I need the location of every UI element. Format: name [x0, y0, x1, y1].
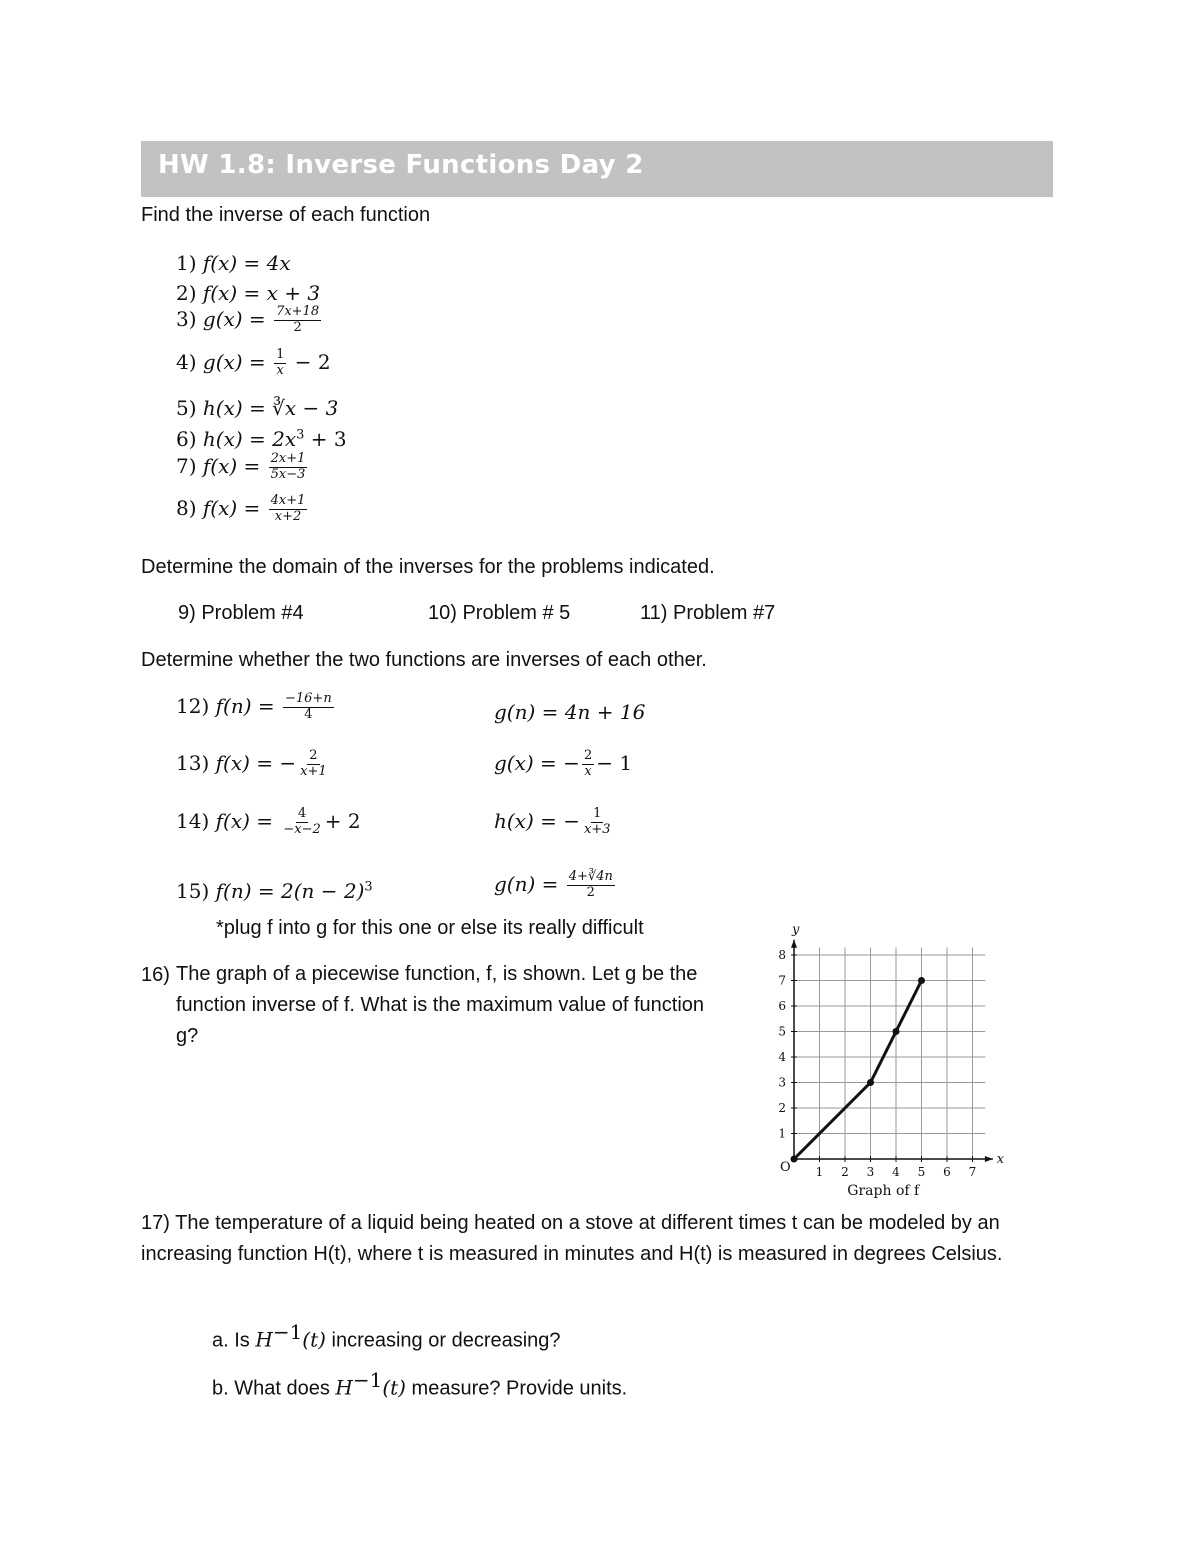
- x-tick-label: 1: [815, 1165, 824, 1179]
- problem-number: 13): [176, 750, 210, 775]
- domain-item: 10) Problem # 5: [428, 602, 571, 624]
- problem-number: 5): [176, 396, 197, 420]
- y-tick-label: 5: [778, 1024, 786, 1039]
- domain-item: 11) Problem #7: [640, 602, 776, 624]
- problem-17-text: [141, 1208, 1061, 1270]
- y-tick-label: 3: [778, 1075, 786, 1090]
- fraction: $\frac{2}{x}$: [583, 748, 593, 779]
- problem-rhs: 4x: [266, 251, 291, 275]
- problem-16-text: The graph of a piecewise function, f, is shown. Let g be the function inverse of f. What is the maximum value of function g?: [176, 963, 705, 1047]
- origin-label: O: [780, 1160, 791, 1175]
- problem-17-number: 17): [141, 1212, 170, 1234]
- problem-lhs: f(x) =: [202, 453, 261, 478]
- y-axis-arrow: [791, 940, 797, 948]
- problem-15-f: 15) $f(n) = 2(n - 2)^3$: [176, 879, 373, 903]
- x-tick-label: 3: [866, 1165, 875, 1179]
- problem-2: [176, 281, 320, 305]
- problem-4: 4) g(x) = $\frac{1}{x}$ − 2: [176, 347, 331, 378]
- problem-lhs: g(x) =: [202, 349, 266, 374]
- problem-lhs: h(x) =: [202, 396, 266, 420]
- problem-number: 7): [176, 453, 197, 478]
- x-tick-label: 4: [892, 1165, 900, 1179]
- problem-14-f: 14) f(x) = $\frac{4}{-x-2}$ + 2: [176, 806, 361, 837]
- y-axis-label: y: [792, 922, 800, 938]
- data-point: [791, 1156, 798, 1163]
- problem-8: [176, 494, 309, 525]
- problem-1: [176, 251, 291, 275]
- problem-13-f: 13) f(x) = − $\frac{2}{x+1}$: [176, 748, 327, 779]
- y-tick-label: 8: [778, 948, 786, 962]
- problem-17-b: b. What does $H^{-1}(t)$ measure? Provide units.: [212, 1368, 628, 1400]
- problem-number: 12): [176, 693, 210, 718]
- x-tick-label: 7: [968, 1165, 977, 1179]
- fraction: $\frac{1}{x}$: [276, 347, 285, 378]
- x-tick-label: 6: [943, 1165, 951, 1179]
- y-tick-label: 6: [778, 999, 786, 1013]
- problem-lhs: f(x) =: [202, 495, 261, 520]
- graph-caption: Graph of f: [847, 1183, 920, 1199]
- problem-15-note: *plug f into g for this one or else its really difficult: [216, 917, 644, 939]
- problem-number: 2): [176, 281, 197, 305]
- fraction: $\frac{4}{-x-2}$: [283, 806, 321, 837]
- x-tick-label: 5: [917, 1165, 926, 1179]
- problem-3: [176, 305, 323, 336]
- y-tick-label: 7: [778, 973, 786, 988]
- problem-12-f: 12) f(n) = $\frac{-16+n}{4}$: [176, 691, 332, 722]
- data-point: [893, 1028, 900, 1035]
- problem-number: 8): [176, 495, 197, 520]
- problem-14-g: h(x) = − $\frac{1}{x+3}$: [494, 806, 611, 837]
- title-bar: [141, 141, 1053, 197]
- fraction: $\frac{-16+n}{4}$: [285, 691, 332, 722]
- problem-number: 4): [176, 349, 197, 374]
- problem-number: 1): [176, 251, 197, 275]
- axes: [791, 940, 993, 1162]
- section1-instruction: Find the inverse of each function: [141, 204, 431, 226]
- problem-lhs: h(x) =: [202, 427, 266, 451]
- problem-lhs: f(x) =: [202, 281, 261, 305]
- fraction: $\frac{2}{x+1}$: [300, 748, 327, 779]
- problem-number: 15): [176, 879, 210, 903]
- data-point: [867, 1079, 874, 1086]
- problem-15-g: g(n) = $\frac{4+∛4n}{2}$: [494, 869, 613, 900]
- x-tick-label: 2: [841, 1165, 849, 1179]
- problem-7: [176, 452, 309, 483]
- fraction: $\frac{1}{x+3}$: [584, 806, 611, 837]
- problem-rhs: ∛x − 3: [272, 396, 339, 420]
- problem-lhs: f(x) =: [202, 251, 261, 275]
- fraction: $\frac{7x+18}{2}$: [276, 304, 320, 335]
- fraction: $\frac{2x+1}{5x-3}$: [270, 451, 306, 482]
- problem-13-g: g(x) = − $\frac{2}{x}$ − 1: [494, 748, 633, 779]
- problem-5: [176, 396, 338, 420]
- section2-instruction: Determine the domain of the inverses for the problems indicated.: [141, 556, 715, 578]
- problem-6: 6) $h(x) = 2x^3 + 3$: [176, 427, 347, 451]
- y-tick-label: 2: [778, 1101, 786, 1115]
- problem-12-g: g(n) = 4n + 16: [494, 700, 646, 724]
- problem-number: 14): [176, 808, 210, 833]
- piecewise-graph: [760, 922, 1020, 1205]
- problem-17-body: The temperature of a liquid being heated on a stove at different times t can be modeled by an increasing function H(t), where t is measured in minutes and H(t) is measured in degrees Celsius.: [141, 1212, 1003, 1265]
- page-title: HW 1.8: Inverse Functions Day 2: [158, 150, 644, 180]
- problem-16-number: 16): [141, 964, 170, 986]
- data-point: [918, 977, 925, 984]
- problem-rhs: x + 3: [266, 281, 321, 305]
- x-axis-arrow: [985, 1156, 993, 1162]
- domain-item: 9) Problem #4: [178, 602, 304, 624]
- problem-lhs: g(x) =: [202, 306, 266, 331]
- y-tick-label: 1: [778, 1126, 786, 1141]
- problem-number: 6): [176, 427, 197, 451]
- series-line: [794, 981, 922, 1160]
- y-tick-label: 4: [778, 1050, 786, 1064]
- x-axis-label: x: [996, 1152, 1005, 1167]
- series-f: [791, 977, 926, 1163]
- section3-instruction: Determine whether the two functions are inverses of each other.: [141, 649, 707, 671]
- grid-lines: [794, 947, 985, 1159]
- problem-number: 3): [176, 306, 197, 331]
- fraction: $\frac{4x+1}{x+2}$: [270, 493, 306, 524]
- fraction: $\frac{4+∛4n}{2}$: [568, 869, 613, 900]
- problem-17-a: a. Is $H^{-1}(t)$ increasing or decreasing?: [212, 1320, 561, 1352]
